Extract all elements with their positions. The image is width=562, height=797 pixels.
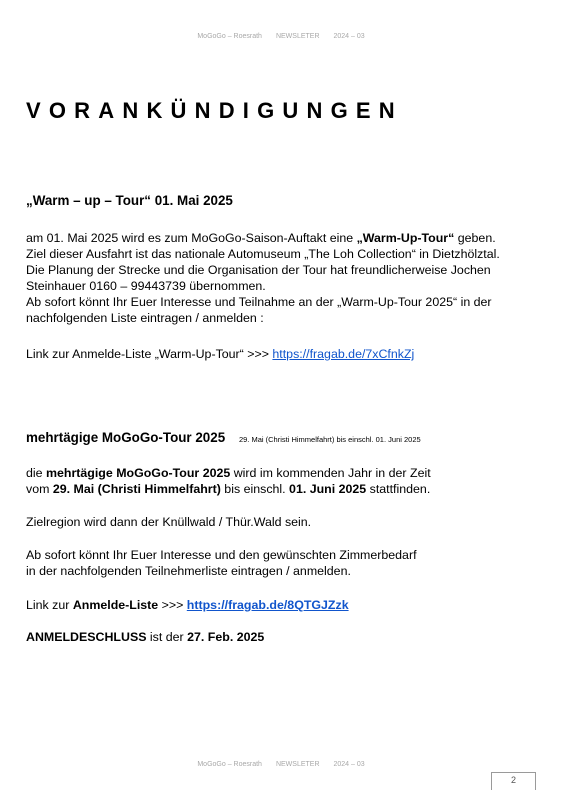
tour1-line-5: Ab sofort könnt Ihr Euer Interesse und Teilnahme an der „Warm-Up-Tour 2025“ in der bbox=[26, 295, 492, 309]
header-doc: NEWSLETER bbox=[275, 33, 320, 40]
tour1-link[interactable]: https://fragab.de/7xCfnkZj bbox=[272, 347, 415, 361]
page-number-box bbox=[491, 772, 536, 790]
tour1-line-2: Ziel dieser Ausfahrt ist das nationale Automuseum „The Loh Collection“ in Dietzhölztal. bbox=[26, 247, 500, 261]
tour2-deadline: ANMELDESCHLUSS ist der 27. Feb. 2025 bbox=[26, 630, 265, 644]
tour2-dates bbox=[26, 465, 431, 497]
tour2-line-1: die mehrtägige MoGoGo-Tour 2025 wird im kommenden Jahr in der Zeit bbox=[26, 466, 431, 480]
tour2-heading-line bbox=[26, 430, 421, 448]
tour1-line-6: nachfolgenden Liste eintragen / anmelden : bbox=[26, 311, 264, 325]
page-footer bbox=[0, 761, 562, 768]
page-title: VORANKÜNDIGUNGEN bbox=[26, 98, 403, 123]
footer-doc: NEWSLETER bbox=[275, 761, 320, 768]
tour2-link-line: Link zur Anmelde-Liste >>> https://fragab.de/8QTGJZzk bbox=[26, 598, 349, 612]
page-header bbox=[0, 33, 562, 40]
tour1-line-3: Die Planung der Strecke und die Organisation der Tour hat freundlicherweise Jochen bbox=[26, 263, 491, 277]
tour2-heading: mehrtägige MoGoGo-Tour 2025 bbox=[26, 430, 226, 445]
tour1-link-line bbox=[26, 346, 414, 362]
tour1-link-label: Link zur Anmelde-Liste „Warm-Up-Tour“ >>> bbox=[26, 347, 273, 361]
tour2-line-2: vom 29. Mai (Christi Himmelfahrt) bis einschl. 01. Juni 2025 stattfinden. bbox=[26, 482, 431, 496]
tour2-heading-note: 29. Mai (Christi Himmelfahrt) bis einschl. 01. Juni 2025 bbox=[238, 435, 421, 444]
footer-issue: 2024 – 03 bbox=[333, 761, 365, 768]
tour2-link[interactable]: https://fragab.de/8QTGJZzk bbox=[186, 598, 349, 612]
header-org: MoGoGo – Roesrath bbox=[197, 33, 262, 40]
tour1-heading: „Warm – up – Tour“ 01. Mai 2025 bbox=[26, 193, 233, 208]
tour2-region: Zielregion wird dann der Knüllwald / Thür.Wald sein. bbox=[26, 515, 312, 529]
tour2-register bbox=[26, 547, 417, 579]
tour1-body bbox=[26, 230, 500, 326]
tour1-line-1: am 01. Mai 2025 wird es zum MoGoGo-Saison-Auftakt eine „Warm-Up-Tour“ geben. bbox=[26, 231, 496, 245]
page-number: 2 bbox=[510, 775, 516, 785]
tour2-line-3: Ab sofort könnt Ihr Euer Interesse und den gewünschten Zimmerbedarf bbox=[26, 548, 417, 562]
footer-org: MoGoGo – Roesrath bbox=[197, 761, 262, 768]
tour2-line-4: in der nachfolgenden Teilnehmerliste eintragen / anmelden. bbox=[26, 564, 351, 578]
header-issue: 2024 – 03 bbox=[333, 33, 365, 40]
tour1-line-4: Steinhauer 0160 – 99443739 übernommen. bbox=[26, 279, 266, 293]
